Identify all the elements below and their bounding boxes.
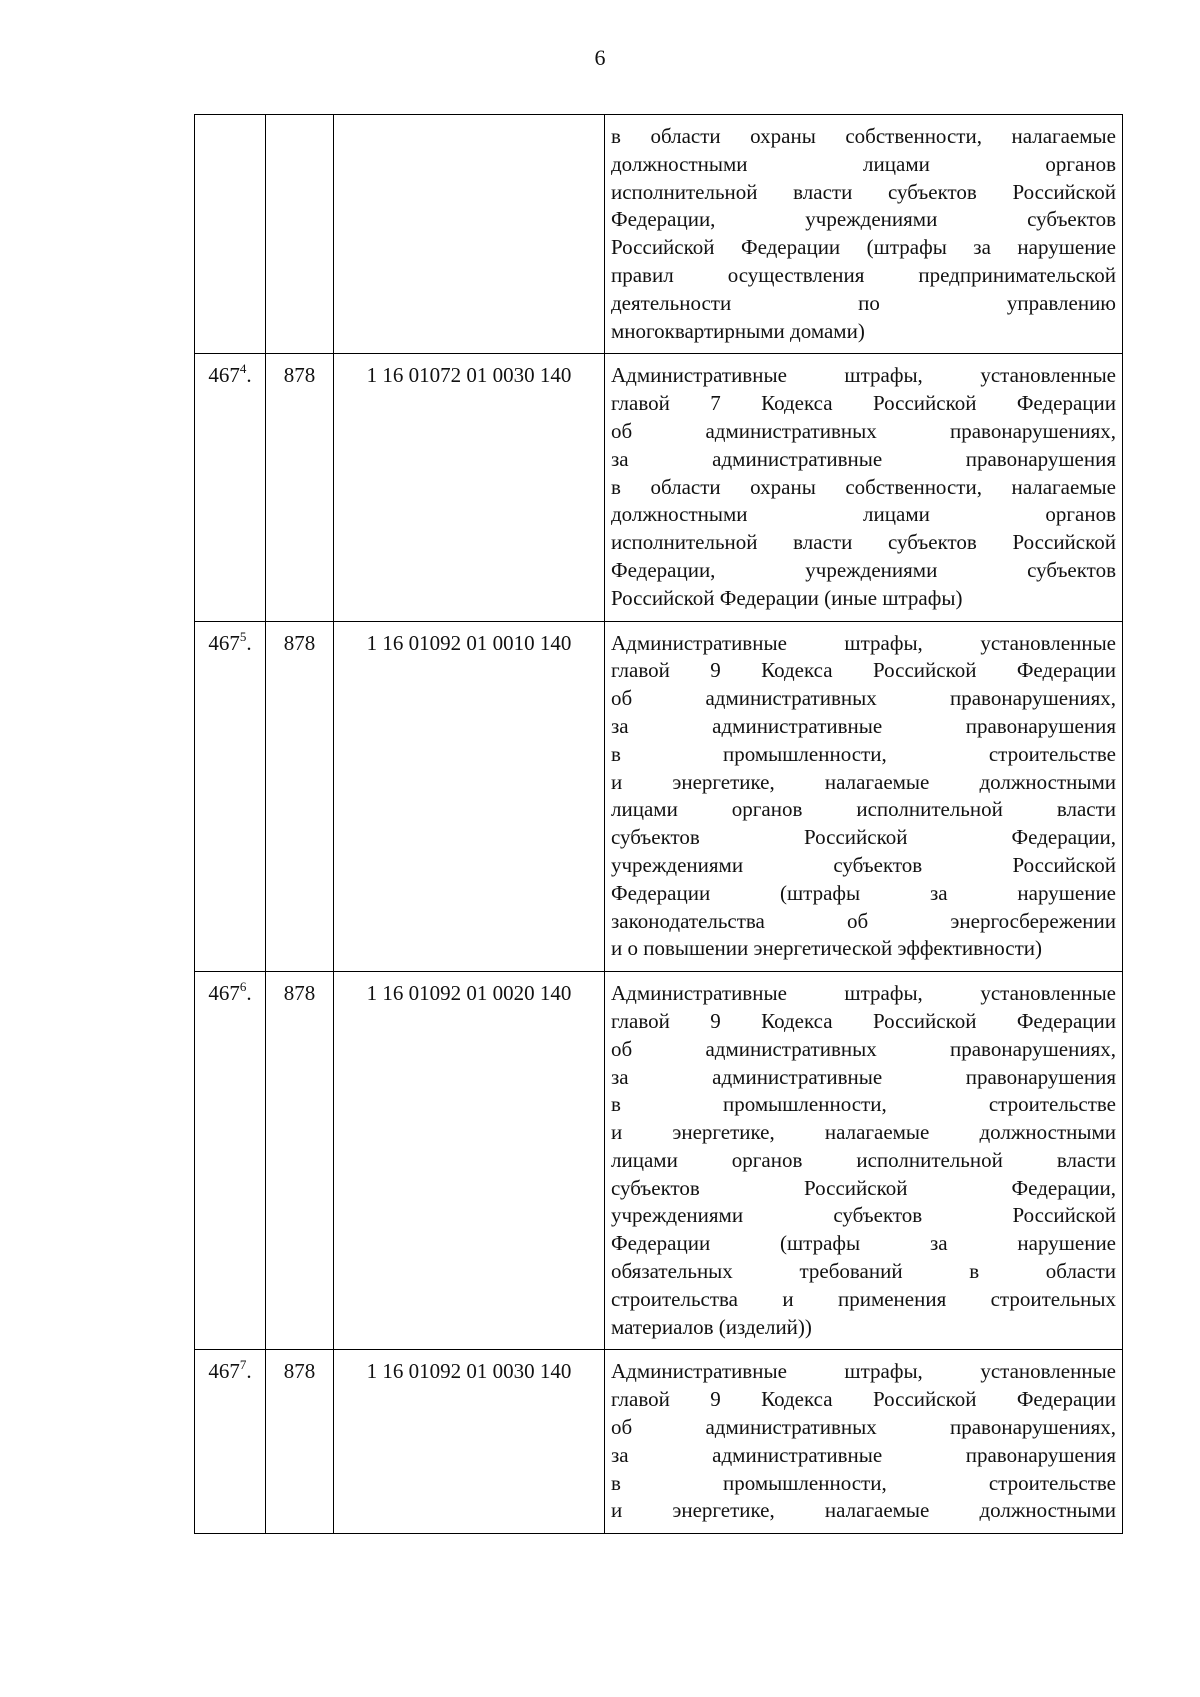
budget-classification-code: [334, 115, 605, 354]
row-number: 467: [208, 630, 240, 655]
description-line: Административные штрафы, установленные: [611, 630, 1116, 655]
table-row: [195, 972, 1123, 1350]
description-line: Административные штрафы, установленные: [611, 363, 1116, 388]
description-line: лицами органов исполнительной власти: [611, 797, 1116, 822]
description-line: об административных правонарушениях,: [611, 1036, 1116, 1061]
description-line: и о повышении энергетической эффективности): [611, 936, 1043, 961]
description-line: правил осуществления предпринимательской: [611, 262, 1116, 287]
description-line: исполнительной власти субъектов Российской: [611, 179, 1116, 204]
description-cell: [605, 621, 1123, 972]
table-row: [195, 1350, 1123, 1534]
description-cell: [605, 115, 1123, 354]
budget-classification-code: 1 16 01092 01 0010 140: [334, 621, 605, 972]
row-number-suffix: .: [246, 981, 252, 1006]
description-cell: [605, 1350, 1123, 1534]
description-line: Административные штрафы, установленные: [611, 981, 1116, 1006]
description-line: Федерации, учреждениями субъектов: [611, 557, 1116, 582]
row-number-cell: [195, 354, 266, 621]
description-line: и энергетике, налагаемые должностными: [611, 769, 1116, 794]
description-line: должностными лицами органов: [611, 151, 1116, 176]
description-line: обязательных требований в области: [611, 1259, 1116, 1284]
description-line: лицами органов исполнительной власти: [611, 1147, 1116, 1172]
row-number: 467: [208, 981, 240, 1006]
description-line: главой 9 Кодекса Российской Федерации: [611, 1008, 1116, 1033]
row-number: 467: [208, 363, 240, 388]
description-line: об административных правонарушениях,: [611, 686, 1116, 711]
description-line: учреждениями субъектов Российской: [611, 1203, 1116, 1228]
budget-classification-code: 1 16 01092 01 0030 140: [334, 1350, 605, 1534]
row-number-suffix: .: [246, 1359, 252, 1384]
budget-classification-code: 1 16 01092 01 0020 140: [334, 972, 605, 1350]
administrator-code: [266, 115, 334, 354]
row-number-cell: [195, 972, 266, 1350]
row-number-superscript: 5: [239, 628, 247, 644]
table-body: [195, 115, 1123, 1534]
description-line: Российской Федерации (штрафы за нарушение: [611, 235, 1116, 260]
description-line: главой 9 Кодекса Российской Федерации: [611, 1387, 1116, 1412]
description-line: законодательства об энергосбережении: [611, 908, 1116, 933]
description-line: Федерации (штрафы за нарушение: [611, 1231, 1116, 1256]
description-line: об административных правонарушениях,: [611, 1415, 1116, 1440]
description-line: учреждениями субъектов Российской: [611, 852, 1116, 877]
description-line: в промышленности, строительстве: [611, 1092, 1116, 1117]
row-number-superscript: 6: [239, 979, 247, 995]
budget-classification-code: 1 16 01072 01 0030 140: [334, 354, 605, 621]
description-line: строительства и применения строительных: [611, 1286, 1116, 1311]
row-number-superscript: 4: [239, 361, 247, 377]
description-line: за административные правонарушения: [611, 1064, 1116, 1089]
description-line: главой 7 Кодекса Российской Федерации: [611, 391, 1116, 416]
description-line: субъектов Российской Федерации,: [611, 825, 1116, 850]
description-line: исполнительной власти субъектов Российской: [611, 530, 1116, 555]
description-line: Федерации, учреждениями субъектов: [611, 207, 1116, 232]
description-cell: [605, 972, 1123, 1350]
row-number-cell: [195, 621, 266, 972]
description-line: в промышленности, строительстве: [611, 1470, 1116, 1495]
description-line: главой 9 Кодекса Российской Федерации: [611, 658, 1116, 683]
description-line: за административные правонарушения: [611, 713, 1116, 738]
description-line: многоквартирными домами): [611, 318, 865, 343]
row-number-cell: [195, 115, 266, 354]
row-number: 467: [208, 1359, 240, 1384]
description-line: Административные штрафы, установленные: [611, 1359, 1116, 1384]
row-number-suffix: .: [246, 630, 252, 655]
page-number: 6: [594, 45, 606, 70]
row-number-superscript: 7: [239, 1357, 247, 1373]
administrator-code: 878: [266, 621, 334, 972]
table-row: [195, 115, 1123, 354]
table-row: [195, 354, 1123, 621]
description-line: в области охраны собственности, налагаемые: [611, 474, 1116, 499]
table-row: [195, 621, 1123, 972]
administrator-code: 878: [266, 972, 334, 1350]
description-line: материалов (изделий)): [611, 1314, 812, 1339]
description-line: и энергетике, налагаемые должностными: [611, 1498, 1116, 1523]
description-line: субъектов Российской Федерации,: [611, 1175, 1116, 1200]
description-line: в области охраны собственности, налагаемые: [611, 124, 1116, 148]
description-line: об административных правонарушениях,: [611, 418, 1116, 443]
description-line: за административные правонарушения: [611, 1442, 1116, 1467]
administrator-code: 878: [266, 354, 334, 621]
row-number-cell: [195, 1350, 266, 1534]
description-line: должностными лицами органов: [611, 502, 1116, 527]
description-line: Федерации (штрафы за нарушение: [611, 880, 1116, 905]
description-line: деятельности по управлению: [611, 290, 1116, 315]
description-line: Российской Федерации (иные штрафы): [611, 585, 963, 610]
description-line: и энергетике, налагаемые должностными: [611, 1120, 1116, 1145]
administrator-code: 878: [266, 1350, 334, 1534]
description-line: за административные правонарушения: [611, 446, 1116, 471]
description-line: в промышленности, строительстве: [611, 741, 1116, 766]
description-cell: [605, 354, 1123, 621]
budget-code-table: [194, 114, 1123, 1534]
row-number-suffix: .: [246, 363, 252, 388]
